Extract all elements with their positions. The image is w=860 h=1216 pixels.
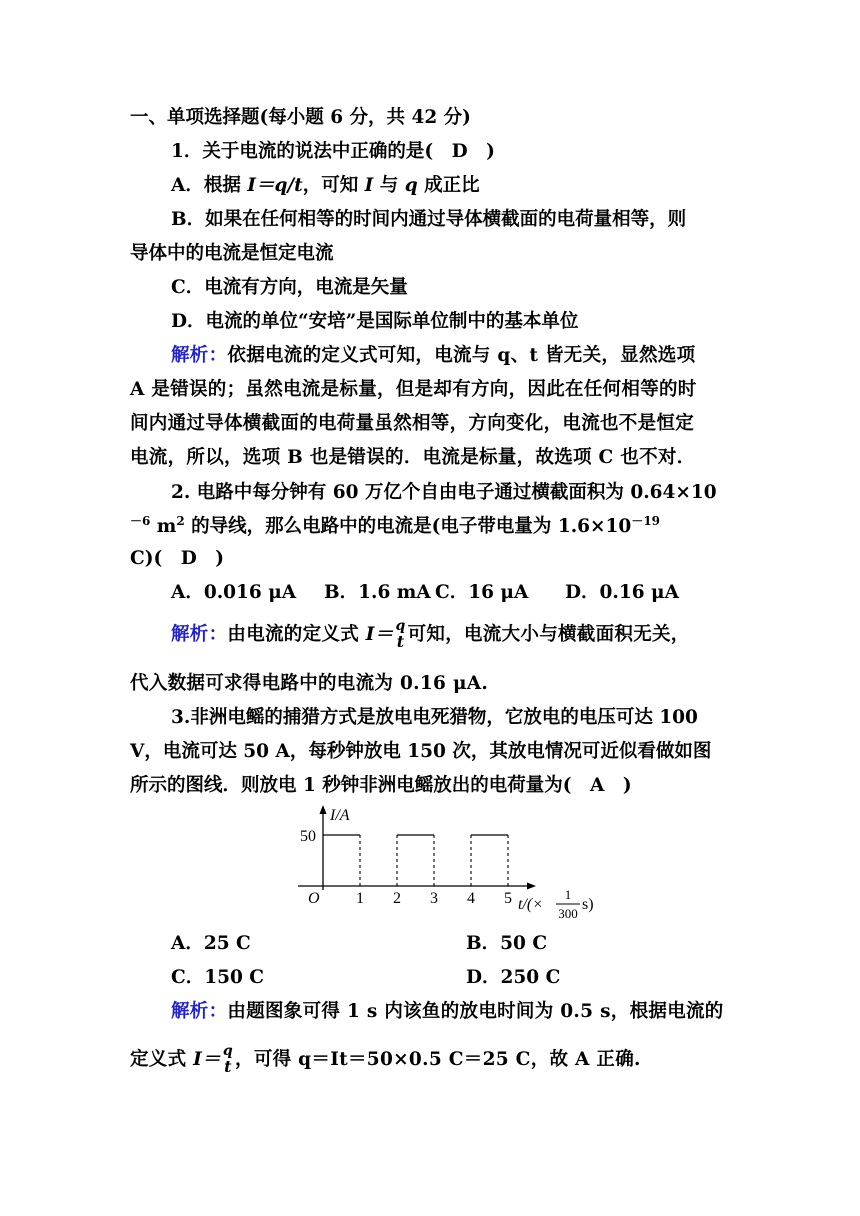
y-tick-label: 50: [300, 828, 316, 845]
solution-label: 解析：: [171, 1001, 228, 1022]
x-tick-label: 1: [356, 890, 364, 907]
fraction-q-over-t: q t: [395, 618, 406, 651]
q2-stem-line3: C)( D ): [130, 548, 225, 569]
x-axis-label-suffix: s): [582, 896, 594, 913]
q1-solution-line1: 解析：依据电流的定义式可知，电流与 q、t 皆无关，显然选项: [171, 345, 696, 366]
q2-stem-line1: 2. 电路中每分钟有 60 万亿个自由电子通过横截面积为 0.64×10: [171, 482, 717, 503]
q3-option-a: A．25 C: [171, 933, 251, 954]
q3-solution-line1: 解析：由题图象可得 1 s 内该鱼的放电时间为 0.5 s，根据电流的: [171, 1001, 724, 1022]
q1-solution-line4: 电流，所以，选项 B 也是错误的．电流是标量，故选项 C 也不对．: [130, 447, 696, 468]
q2-stem-line2: $^{-6}$ $m^2$ 的导线，那么电路中的电流是(电子带电量为 $1.6\times 10^{-19}$: [130, 513, 661, 537]
x-axis-label-numerator: 1: [564, 887, 572, 902]
y-axis-arrow: [320, 805, 327, 814]
x-axis-label-prefix: t/(×: [518, 896, 544, 913]
q3-stem-line1: 3.非洲电鳐的捕猎方式是放电电死猎物，它放电的电压可达 100: [171, 707, 698, 728]
q1-option-a: A．根据 I＝q/t，可知 I 与 q 成正比: [171, 175, 480, 196]
discharge-current-graph: [290, 800, 610, 930]
q1-option-d: D．电流的单位“安培”是国际单位制中的基本单位: [171, 311, 579, 332]
q1-solution-line3: 间内通过导体横截面的电荷量虽然相等，方向变化，电流也不是恒定: [130, 413, 695, 434]
fraction-q-over-t: q t: [222, 1043, 234, 1076]
q2-solution-line1: 解析：由电流的定义式 I＝ q t 可知，电流大小与横截面积无关，: [171, 618, 690, 651]
q1-stem: 1．关于电流的说法中正确的是( D ): [171, 141, 495, 162]
solution-label: 解析：: [171, 345, 228, 366]
q3-option-b: B．50 C: [466, 933, 548, 954]
q1-option-c: C．电流有方向，电流是矢量: [171, 277, 408, 298]
x-tick-label: 3: [430, 890, 438, 907]
q1-option-b-line1: B．如果在任何相等的时间内通过导体横截面的电荷量相等，则: [171, 209, 687, 230]
q1-option-b-line2: 导体中的电流是恒定电流: [130, 243, 334, 264]
q2-solution-line2: 代入数据可求得电路中的电流为 0.16 μA.: [130, 673, 489, 694]
q2-option-a: A．0.016 μA: [171, 582, 297, 603]
x-tick-label: 5: [504, 890, 512, 907]
origin-label: O: [308, 890, 320, 907]
y-axis-label: I/A: [330, 807, 350, 824]
x-axis-arrow: [527, 883, 536, 890]
q3-option-d: D．250 C: [466, 967, 561, 988]
q2-option-d: D．0.16 μA: [565, 582, 679, 603]
solution-label: 解析：: [171, 624, 228, 645]
q2-options: [171, 581, 679, 605]
q3-stem-line2: V，电流可达 50 A，每秒钟放电 150 次，其放电情况可近似看做如图: [130, 741, 712, 762]
section-heading: 一、单项选择题(每小题 6 分，共 42 分): [130, 107, 471, 128]
x-tick-label: 4: [467, 890, 475, 907]
q1-solution-line2: A 是错误的；虽然电流是标量，但是却有方向，因此在任何相等的时: [130, 379, 697, 400]
q2-option-c: C．16 μA: [435, 582, 529, 603]
x-axis-label-denominator: 300: [558, 906, 578, 921]
q3-option-c: C．150 C: [171, 967, 265, 988]
x-tick-label: 2: [393, 890, 401, 907]
q3-solution-line2: 定义式 I＝ q t ，可得 q＝It＝50×0.5 C＝25 C，故 A 正确.: [130, 1043, 641, 1076]
q2-option-b: B．1.6 mA: [324, 582, 431, 603]
q3-stem-line3: 所示的图线．则放电 1 秒钟非洲电鳐放出的电荷量为( A ): [130, 775, 632, 796]
